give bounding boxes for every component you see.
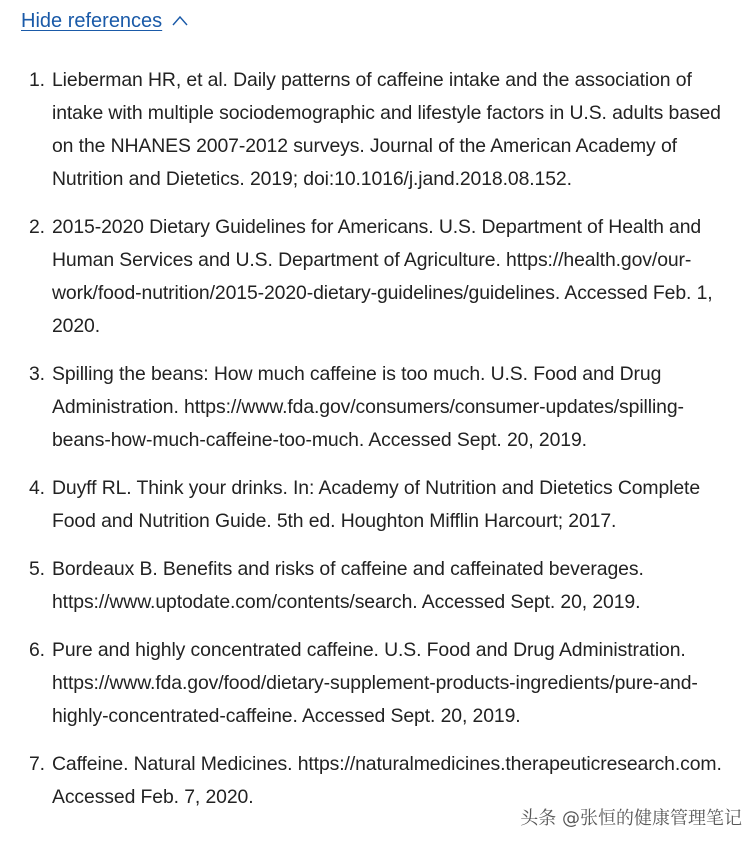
reference-number: 6.: [29, 639, 45, 661]
reference-number: 3.: [29, 363, 45, 385]
reference-text: Pure and highly concentrated caffeine. U.S. Food and Drug Administration. https://www.fda.gov/food/dietary-supplement-products-ingredients/pure-and-highly-concentrated-caffeine. Accessed Sept. 20, 2019.: [52, 639, 698, 727]
reference-item-2: [29, 211, 722, 343]
reference-text: Caffeine. Natural Medicines. https://naturalmedicines.therapeuticresearch.com. Accessed Feb. 7, 2020.: [52, 753, 722, 808]
reference-item-1: [29, 64, 722, 196]
watermark: 头条 @张恒的健康管理笔记: [520, 808, 742, 829]
reference-item-3: [29, 358, 722, 457]
reference-text: Lieberman HR, et al. Daily patterns of caffeine intake and the association of intake with multiple sociodemographic and lifestyle factors in U.S. adults based on the NHANES 2007-2012 surveys. Journal of the American Academy of Nutrition and Dietetics. 2019; doi:10.1016/j.jand.2018.08.152.: [52, 69, 721, 190]
hide-references-label[interactable]: Hide references: [21, 10, 163, 32]
reference-list: [29, 64, 722, 829]
reference-text: Spilling the beans: How much caffeine is too much. U.S. Food and Drug Administration. https://www.fda.gov/consumers/consumer-updates/spilling-beans-how-much-caffeine-too-much. Accessed Sept. 20, 2019.: [52, 363, 684, 451]
reference-number: 2.: [29, 216, 45, 238]
reference-number: 5.: [29, 558, 45, 580]
reference-number: 4.: [29, 477, 45, 499]
reference-item-4: [29, 472, 722, 538]
reference-text: Duyff RL. Think your drinks. In: Academy of Nutrition and Dietetics Complete Food and Nutrition Guide. 5th ed. Houghton Mifflin Harcourt; 2017.: [52, 477, 701, 532]
reference-text: Bordeaux B. Benefits and risks of caffeine and caffeinated beverages. https://www.uptodate.com/contents/search. Accessed Sept. 20, 2019.: [52, 558, 644, 613]
hide-references-toggle[interactable]: [21, 8, 190, 34]
reference-item-5: [29, 553, 722, 619]
reference-text: 2015-2020 Dietary Guidelines for Americans. U.S. Department of Health and Human Services and U.S. Department of Agriculture. https://health.gov/our-work/food-nutrition/2015-2020-dietary-guidelines/guidelines. Accessed Feb. 1, 2020.: [52, 216, 713, 337]
chevron-up-icon[interactable]: [170, 11, 190, 31]
reference-item-6: [29, 634, 722, 733]
reference-number: 1.: [29, 69, 45, 91]
reference-number: 7.: [29, 753, 45, 775]
